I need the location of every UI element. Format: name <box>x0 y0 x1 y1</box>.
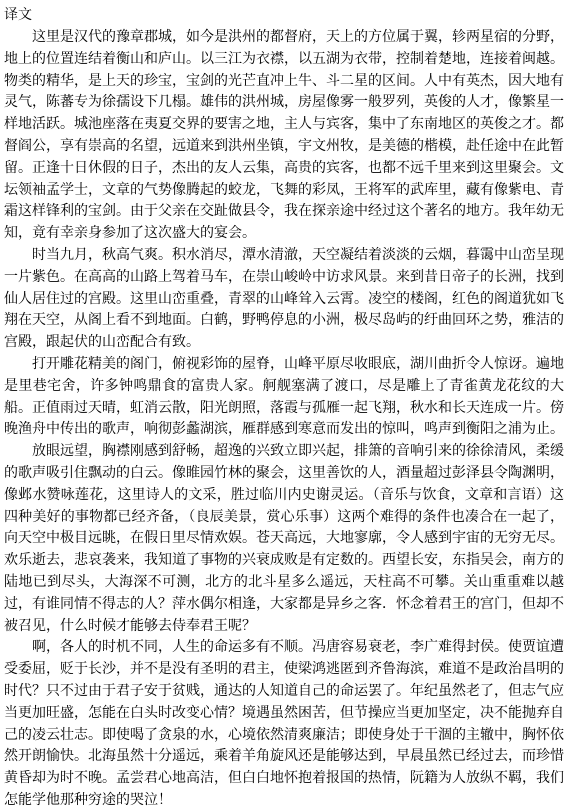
paragraph-4: 放眼远望，胸襟刚感到舒畅，超逸的兴致立即兴起，排箫的音响引来的徐徐清风，柔缓的歌声吸引住飘动的白云。像睢园竹林的聚会，这里善饮的人，酒量超过彭泽县令陶渊明，像邺水赞咏莲花，这里诗人的文采，胜过临川内史谢灵运。（音乐与饮食，文章和言语）这四种美好的事物都已经齐备，（良辰美景，赏心乐事）这两个难得的条件也凑合在一起了，向天空中极目远眺，在假日里尽情欢娱。苍天高远，大地寥廓，令人感到宇宙的无穷无尽。欢乐逝去，悲哀袭来，我知道了事物的兴衰成败是有定数的。西望长安，东指吴会，南方的陆地已到尽头，大海深不可测，北方的北斗星多么遥远，天柱高不可攀。关山重重难以越过，有谁同情不得志的人？萍水偶尔相逢，大家都是异乡之客．怀念着君王的宫门，但却不被召见，什么时候才能够去侍奉君王呢？ <box>4 443 564 634</box>
document-title: 译文 <box>4 7 32 23</box>
paragraph-5: 啊，各人的时机不同，人生的命运多有不顺。冯唐容易衰老，李广难得封侯。使贾谊遭受委屈，贬于长沙，并不是没有圣明的君主，使梁鸿逃匿到齐鲁海滨，难道不是政治昌明的时代？只不过由于君子安于贫贱，通达的人知道自己的命运罢了。年纪虽然老了，但志气应当更加旺盛，怎能在白头时改变心情？境遇虽然困苦，但节操应当更加坚定，决不能抛弃自己的凌云壮志。即使喝了贪泉的水，心境依然清爽廉洁；即使身处于干涸的主辙中，胸怀依然开朗愉快。北海虽然十分遥远，乘着羊角旋风还是能够达到，早晨虽然已经过去，而珍惜黄昏却为时不晚。孟尝君心地高洁，但白白地怀抱着报国的热情，阮籍为人放纵不羁，我们怎能学他那种穷途的哭泣！ <box>4 639 564 808</box>
document <box>4 4 564 812</box>
paragraph-1: 这里是汉代的豫章郡城，如今是洪州的都督府，天上的方位属于翼，轸两星宿的分野，地上的位置连结着衡山和庐山。以三江为衣襟，以五湖为衣带，控制着楚地，连接着闽越。物类的精华，是上天的珍宝，宝剑的光芒直冲上牛、斗二星的区间。人中有英杰，因大地有灵气，陈蕃专为徐孺设下几榻。雄伟的洪州城，房屋像雾一般罗列，英俊的人才，像繁星一样地活跃。城池座落在夷夏交界的要害之地，主人与宾客，集中了东南地区的英俊之才。都督阎公，享有崇高的名望，远道来到洪州坐镇，宇文州牧，是美德的楷模，赴任途中在此暂留。正逢十日休假的日子，杰出的友人云集，高贵的宾客，也都不远千里来到这里聚会。文坛领袖孟学士，文章的气势像腾起的蛟龙，飞舞的彩凤，王将军的武库里，藏有像紫电、青霜这样锋利的宝剑。由于父亲在交趾做县令，我在探亲途中经过这个著名的地方。我年幼无知，竟有幸亲身参加了这次盛大的宴会。 <box>4 29 564 242</box>
paragraph-3: 打开雕花精美的阁门，俯视彩饰的屋脊，山峰平原尽收眼底，湖川曲折令人惊讶。遍地是里巷宅舍，许多钟鸣鼎食的富贵人家。舸舰塞满了渡口，尽是雕上了青雀黄龙花纹的大船。正值雨过天晴，虹消云散，阳光朗照，落霞与孤雁一起飞翔，秋水和长天连成一片。傍晚渔舟中传出的歌声，响彻彭蠡湖滨，雁群感到寒意而发出的惊叫，鸣声到衡阳之浦为止。 <box>4 355 564 438</box>
paragraph-2: 时当九月，秋高气爽。积水消尽，潭水清澈，天空凝结着淡淡的云烟，暮霭中山峦呈现一片紫色。在高高的山路上驾着马车，在崇山峻岭中访求风景。来到昔日帝子的长洲，找到仙人居住过的宫殿。这里山峦重叠，青翠的山峰耸入云霄。凌空的楼阁，红色的阁道犹如飞翔在天空，从阁上看不到地面。白鹤，野鸭停息的小洲，极尽岛屿的纡曲回环之势，雅洁的宫殿，跟起伏的山峦配合有致。 <box>4 246 564 351</box>
